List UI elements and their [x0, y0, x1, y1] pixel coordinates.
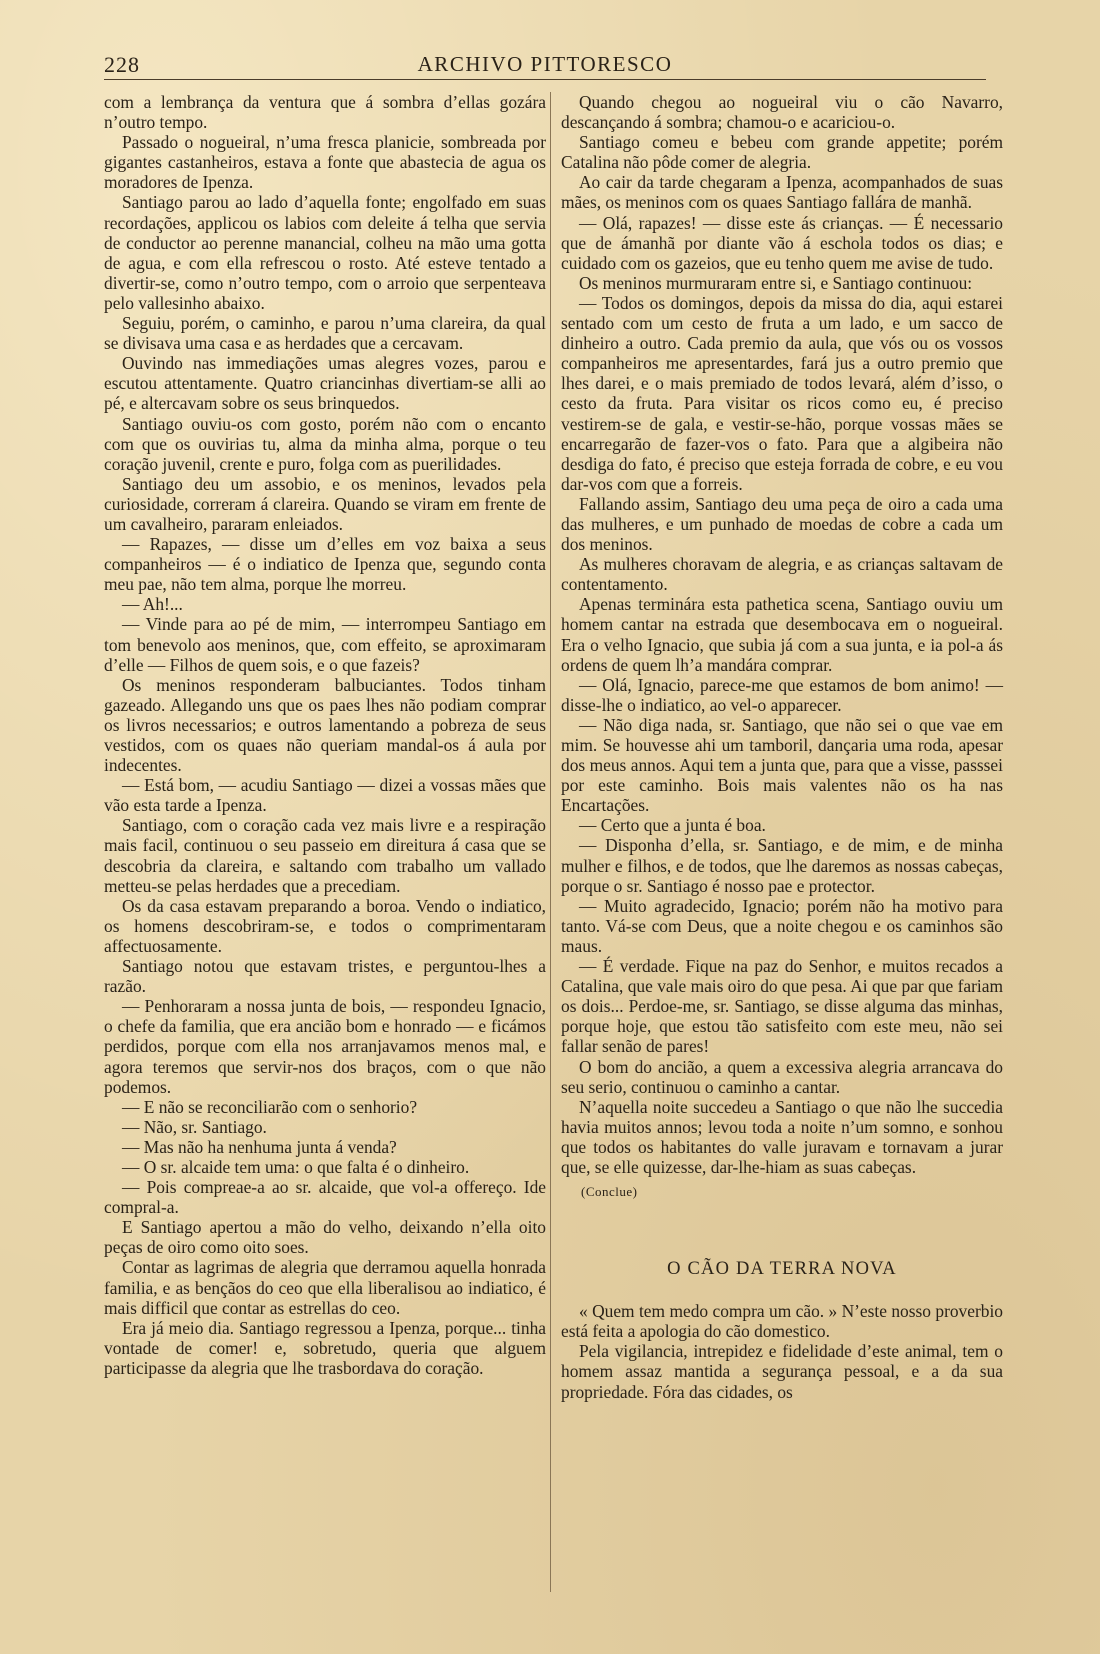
paragraph: Fallando assim, Santiago deu uma peça de oiro a cada uma das mulheres, e um punhado de moedas de cobre a cada um dos meninos. — [561, 493, 1003, 555]
paragraph: — Todos os domingos, depois da missa do dia, aqui estarei sentado com um cesto de fruta a um lado, e um sacco de dinheiro a outro. Cada premio da aula, que vós ou os vossos companheiros me apresentardes, fará jus a outro premio que lhes darei, e o mais premiado de todos levará, além d’isso, o cesto da fruta. Para visitar os ricos como eu, é preciso vestirem-se de gala, e vestir-se-hão, porque vossas mães se encarregarão de fazer-vos o fato. Para que a algibeira não desdiga do fato, é preciso que esteja forrada de cobre, e eu vou dar-vos com que a forreis. — [561, 292, 1003, 494]
paragraph: As mulheres choravam de alegria, e as crianças saltavam de contentamento. — [561, 554, 1003, 595]
paragraph: Santiago parou ao lado d’aquella fonte; engolfado em suas recordações, applicou os labios com deleite á telha que servia de conductor ao perenne manancial, colheu na mão uma gotta de agua, e com ella refrescou o rosto. Até esteve tentado a divertir-se, como n’outro tempo, com o arroio que serpenteava pelo vallesinho abaixo. — [104, 192, 546, 313]
section-title: O CÃO DA TERRA NOVA — [667, 1259, 897, 1280]
paragraph: — É verdade. Fique na paz do Senhor, e muitos recados a Catalina, que vale mais oiro do que pesa. Ai que par que fariam os dois... Perdoe-me, sr. Santiago, se disse alguma das minhas, porque hoje, que estou tão satisfeito com este meu, não sei fallar senão de pares! — [561, 956, 1003, 1057]
paragraph: — Muito agradecido, Ignacio; porém não ha motivo para tanto. Vá-se com Deus, que a noite chegou e os caminhos são maus. — [561, 895, 1003, 956]
paragraph: Os meninos murmuraram entre si, e Santiago continuou: — [579, 272, 973, 293]
paragraph: — Certo que a junta é boa. — [579, 815, 766, 836]
paragraph: Apenas terminára esta pathetica scena, Santiago ouviu um homem cantar na estrada que desembocava em o nogueiral. Era o velho Ignacio, que subia já com a sua junta, e ia pol-a ás ordens de quem lh’a mandára comprar. — [561, 594, 1003, 675]
paragraph: Passado o nogueiral, n’uma fresca planicie, sombreada por gigantes castanheiros, estava a fonte que abastecia de agua os moradores de Ipenza. — [104, 132, 546, 193]
paragraph: Santiago comeu e bebeu com grande appetite; porém Catalina não pôde comer de alegria. — [561, 132, 1003, 173]
paragraph: — Ah!... — [122, 594, 183, 615]
paragraph: — Não, sr. Santiago. — [122, 1116, 267, 1137]
page-number: 228 — [104, 52, 140, 77]
paragraph: — Olá, rapazes! — disse este ás crianças. — É necessario que de ámanhã por diante vão á eschola todos os dias; e cuidado com os gazeios, que eu tenho quem me avise de tudo. — [561, 212, 1003, 273]
running-head: ARCHIVO PITTORESCO — [417, 52, 673, 76]
paragraph: — Vinde para ao pé de mim, — interrompeu Santiago em tom benevolo aos meninos, que, com effeito, se aproximaram d’elle — Filhos de quem sois, e o que fazeis? — [104, 614, 546, 675]
paragraph: — O sr. alcaide tem uma: o que falta é o dinheiro. — [122, 1156, 470, 1177]
paragraph: E Santiago apertou a mão do velho, deixando n’ella oito peças de oiro como oito soes. — [104, 1217, 546, 1258]
paragraph: Os da casa estavam preparando a boroa. Vendo o indiatico, os homens descobriram-se, e todos o comprimentaram affectuosamente. — [104, 895, 546, 956]
paragraph: — Disponha d’ella, sr. Santiago, e de mim, e de minha mulher e filhos, e de todos, que lhe daremos as nossas cabeças, porque o sr. Santiago é nosso pae e protector. — [561, 835, 1003, 896]
paragraph: Santiago notou que estavam tristes, e perguntou-lhes a razão. — [104, 956, 546, 997]
paragraph: Pela vigilancia, intrepidez e fidelidade d’este animal, tem o homem assaz mantida a segurança pessoal, e a da sua propriedade. Fóra das cidades, os — [561, 1341, 1003, 1402]
paragraph: Ao cair da tarde chegaram a Ipenza, acompanhados de suas mães, os meninos com os quaes Santiago fallára de manhã. — [561, 172, 1003, 213]
paragraph: N’aquella noite succedeu a Santiago o que não lhe succedia havia muitos annos; levou toda a noite n’um somno, e sonhou que todos os habitantes do valle juravam e tornavam a jurar que, se elle quizesse, dar-lhe-hiam as suas cabeças. — [561, 1096, 1003, 1177]
paragraph: Santiago deu um assobio, e os meninos, levados pela curiosidade, correram á clareira. Quando se viram em frente de um cavalheiro, pararam enleiados. — [104, 473, 546, 534]
paragraph: — Mas não ha nenhuma junta á venda? — [122, 1136, 397, 1157]
paragraph: — Penhoraram a nossa junta de bois, — respondeu Ignacio, o chefe da familia, que era ancião bom e honrado — e ficámos perdidos, porque com ella nos arranjavamos menos mal, e agora teremos que servir-nos dos braços, com o que não podemos. — [104, 996, 546, 1097]
paragraph: Seguiu, porém, o caminho, e parou n’uma clareira, da qual se divisava uma casa e as herdades que a cercavam. — [104, 313, 546, 354]
paragraph: O bom do ancião, a quem a excessiva alegria arrancava do seu serio, continuou o caminho a cantar. — [561, 1056, 1003, 1097]
paragraph: Quando chegou ao nogueiral viu o cão Navarro, descançando á sombra; chamou-o e acariciou-o. — [561, 92, 1003, 133]
paragraph: Santiago, com o coração cada vez mais livre e a respiração mais facil, continuou o seu passeio em direitura á casa que se descobria da clareira, e saltando com trabalho um vallado metteu-se pelas herdades que a precediam. — [104, 815, 546, 896]
paragraph: Era já meio dia. Santiago regressou a Ipenza, porque... tinha vontade de comer! e, sobretudo, queria que alguem participasse da alegria que lhe trasbordava do coração. — [104, 1317, 546, 1378]
paragraph: — Pois compreae-a ao sr. alcaide, que vol-a offereço. Ide compral-a. — [104, 1177, 546, 1218]
paragraph: Ouvindo nas immediações umas alegres vozes, parou e escutou attentamente. Quatro criancinhas divertiam-se alli ao pé, e altercavam sobre os seus brinquedos. — [104, 353, 546, 414]
paragraph: Os meninos responderam balbuciantes. Todos tinham gazeado. Allegando uns que os paes lhes não podiam comprar os livros necessarios; e outros lamentando a pobreza de seus vestidos, com os quaes não queriam mandal-os á aula por indecentes. — [104, 674, 546, 776]
paragraph: — Rapazes, — disse um d’elles em voz baixa a seus companheiros — é o indiatico de Ipenza que, segundo conta meu pae, não tem alma, porque lhe morreu. — [104, 534, 546, 595]
right-column — [561, 92, 1003, 1402]
paragraph: Contar as lagrimas de alegria que derramou aquella honrada familia, e as bençãos do ceo que ella liberalisou ao indiatico, é mais difficil que contar as estrellas do ceo. — [104, 1257, 546, 1318]
paragraph: — Olá, Ignacio, parece-me que estamos de bom animo! — disse-lhe o indiatico, ao vel-o apparecer. — [561, 674, 1003, 715]
column-divider — [550, 92, 551, 1592]
page-header — [104, 50, 986, 80]
paragraph: — E não se reconciliarão com o senhorio? — [122, 1096, 418, 1117]
conclusion-note: (Conclue) — [581, 1184, 638, 1200]
paragraph: Santiago ouviu-os com gosto, porém não com o encanto com que os ouvirias tu, alma da minha alma, porque o teu coração juvenil, crente e puro, folga com as puerilidades. — [104, 413, 546, 474]
left-column — [104, 92, 546, 1378]
header-rule — [104, 79, 986, 80]
paragraph: — Está bom, — acudiu Santiago — dizei a vossas mães que vão esta tarde a Ipenza. — [104, 775, 546, 816]
paragraph: « Quem tem medo compra um cão. » N’este nosso proverbio está feita a apologia do cão domestico. — [561, 1301, 1003, 1342]
paragraph: com a lembrança da ventura que á sombra d’ellas gozára n’outro tempo. — [104, 92, 546, 133]
paragraph: — Não diga nada, sr. Santiago, que não sei o que vae em mim. Se houvesse ahi um tamboril, dançaria uma roda, apesar dos meus annos. Aqui tem a junta que, para que a visse, passsei por este caminho. Bois mais valentes não os ha nas Encartações. — [561, 714, 1003, 816]
